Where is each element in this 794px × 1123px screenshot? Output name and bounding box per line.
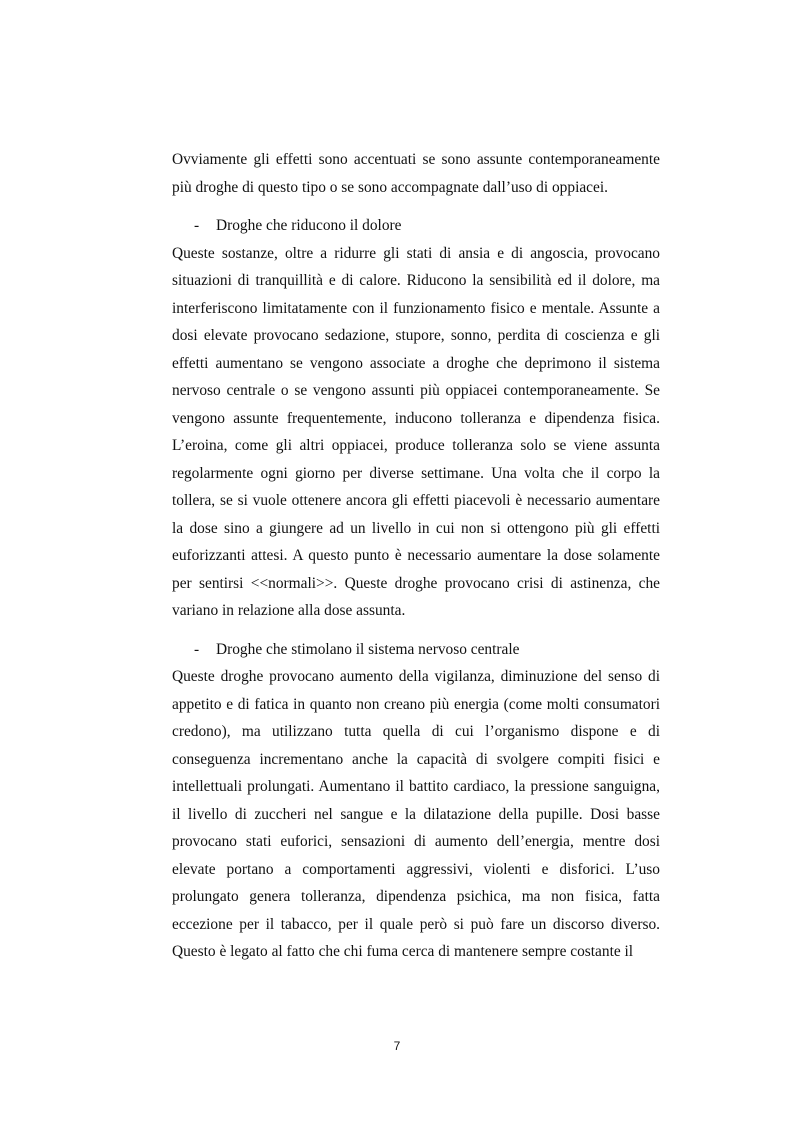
section-heading-label: Droghe che stimolano il sistema nervoso centrale xyxy=(216,640,520,658)
section-paragraph-stimulants: Queste droghe provocano aumento della vigilanza, diminuzione del senso di appetito e di fatica in quanto non creano più energia (come molti consumatori credono), ma utilizzano tutta quella di cui l’organismo dispone e di conseguenza incrementano anche la capacità di svolgere compiti fisici e intellettuali prolungati. Aumentano il battito cardiaco, la pressione sanguigna, il livello di zuccheri nel sangue e la dilatazione della pupille. Dosi basse provocano stati euforici, sensazioni di aumento dell’energia, mentre dosi elevate portano a comportamenti aggressivi, violenti e disforici. L’uso prolungato genera tolleranza, dipendenza psichica, ma non fisica, fatta eccezione per il tabacco, per il quale però si può fare un discorso diverso. Questo è legato al fatto che chi fuma cerca di mantenere sempre costante il xyxy=(172,668,660,960)
section-paragraph-pain-reducers: Queste sostanze, oltre a ridurre gli stati di ansia e di angoscia, provocano situazioni di tranquillità e di calore. Riducono la sensibilità ed il dolore, ma interferiscono limitatamente con il funzionamento fisico e mentale. Assunte a dosi elevate provocano sedazione, stupore, sonno, perdita di coscienza e gli effetti aumentano se vengono associate a droghe che deprimono il sistema nervoso centrale o se vengono assunti più oppiacei contemporaneamente. Se vengono assunte frequentemente, inducono tolleranza e dipendenza fisica. L’eroina, come gli altri oppiacei, produce tolleranza solo se viene assunta regolarmente ogni giorno per diverse settimane. Una volta che il corpo la tollera, se si vuole ottenere ancora gli effetti piacevoli è necessario aumentare la dose sino a giungere ad un livello in cui non si ottengono più gli effetti euforizzanti attesi. A questo punto è necessario aumentare la dose solamente per sentirsi <<normali>>. Queste droghe provocano crisi di astinenza, che variano in relazione alla dose assunta. xyxy=(172,244,660,619)
section-heading-pain-reducers xyxy=(172,212,660,240)
body-text xyxy=(172,146,660,966)
bullet-dash: - xyxy=(194,217,200,234)
intro-paragraph: Ovviamente gli effetti sono accentuati se sono assunte contemporaneamente più droghe di questo tipo o se sono accompagnate dall’uso di oppiacei. xyxy=(172,151,660,196)
section-heading-stimulants xyxy=(172,636,660,664)
section-heading-label: Droghe che riducono il dolore xyxy=(216,217,402,234)
bullet-dash: - xyxy=(194,640,200,658)
page-number: 7 xyxy=(393,1039,401,1053)
